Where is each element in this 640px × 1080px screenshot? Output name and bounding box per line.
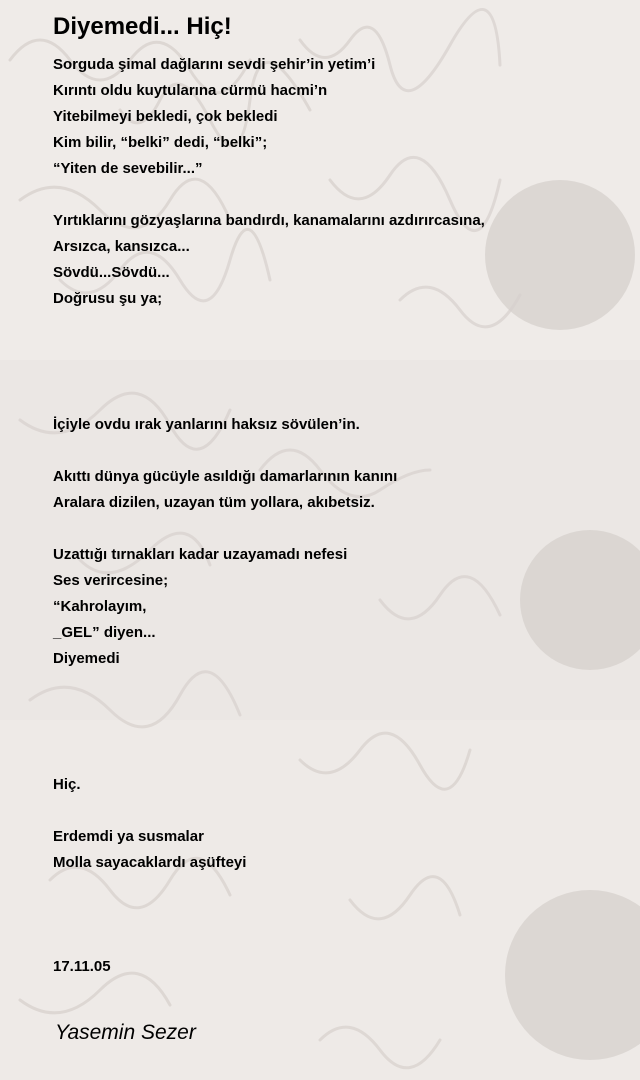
poem-line: Hiç.: [53, 776, 81, 793]
poem-line: Sorguda şimal dağlarını sevdi şehir’in yetim’i: [53, 56, 376, 73]
poem-line: Sövdü...Sövdü...: [53, 264, 170, 281]
poem-line: Akıttı dünya gücüyle asıldığı damarlarının kanını: [53, 468, 398, 485]
poem-line: Diyemedi: [53, 650, 120, 667]
poem-line: İçiyle ovdu ırak yanlarını haksız sövülen’in.: [53, 416, 360, 433]
poem-line: Doğrusu şu ya;: [53, 290, 163, 307]
poem-line: “Kahrolayım,: [53, 598, 147, 615]
poem-line: Kırıntı oldu kuytularına cürmü hacmi’n: [53, 82, 328, 99]
poem-line: Molla sayacaklardı aşüfteyi: [53, 854, 247, 871]
poem-line: Kim bilir, “belki” dedi, “belki”;: [53, 134, 268, 151]
poem-line: Yitebilmeyi bekledi, çok bekledi: [53, 108, 278, 125]
poem-line: Uzattığı tırnakları kadar uzayamadı nefesi: [53, 546, 348, 563]
poem-line: “Yiten de sevebilir...”: [53, 160, 203, 177]
poem-title: Diyemedi... Hiç!: [53, 13, 232, 40]
poem-line: Yırtıklarını gözyaşlarına bandırdı, kanamalarını azdırırcasına,: [53, 212, 485, 229]
poem-date: 17.11.05: [53, 958, 111, 975]
poem-line: Arsızca, kansızca...: [53, 238, 190, 255]
poem-line: Erdemdi ya susmalar: [53, 828, 204, 845]
poem-line: _GEL” diyen...: [53, 624, 156, 641]
poem-line: Aralara dizilen, uzayan tüm yollara, akıbetsiz.: [53, 494, 375, 511]
poem-line: Ses verircesine;: [53, 572, 169, 589]
author-name: Yasemin Sezer: [55, 1021, 196, 1044]
